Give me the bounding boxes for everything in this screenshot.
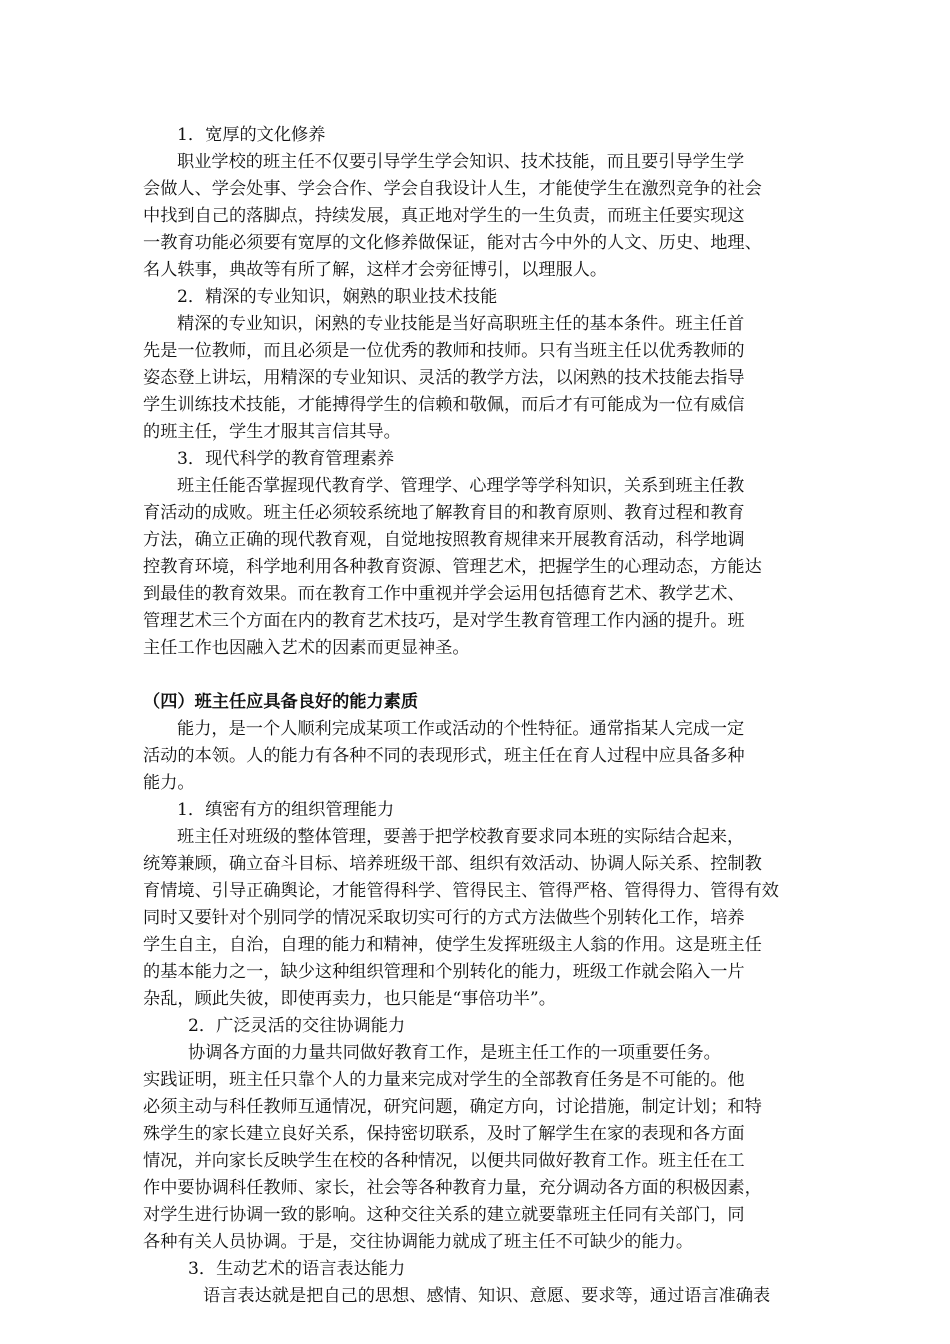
subsection-heading: 3．现代科学的教育管理素养 bbox=[177, 449, 395, 469]
paragraph-line: 殊学生的家长建立良好关系，保持密切联系，及时了解学生在家的表现和各方面 bbox=[143, 1124, 745, 1144]
subsection-heading: 1．宽厚的文化修养 bbox=[177, 125, 326, 145]
paragraph-line: 学生自主，自治，自理的能力和精神，使学生发挥班级主人翁的作用。这是班主任 bbox=[143, 935, 762, 955]
paragraph-line: 作中要协调科任教师、家长，社会等各种教育力量，充分调动各方面的积极因素， bbox=[143, 1178, 762, 1198]
paragraph-line: 方法，确立正确的现代教育观，自觉地按照教育规律来开展教育活动，科学地调 bbox=[143, 530, 745, 550]
paragraph-line: 主任工作也因融入艺术的因素而更显神圣。 bbox=[143, 638, 470, 658]
paragraph-line: 对学生进行协调一致的影响。这种交往关系的建立就要靠班主任同有关部门，同 bbox=[143, 1205, 745, 1225]
paragraph-line: 育情境、引导正确舆论，才能管得科学、管得民主、管得严格、管得得力、管得有效 bbox=[143, 881, 779, 901]
paragraph-line: 活动的本领。人的能力有各种不同的表现形式，班主任在育人过程中应具备多种 bbox=[143, 746, 745, 766]
paragraph-line: 班主任能否掌握现代教育学、管理学、心理学等学科知识，关系到班主任教 bbox=[177, 476, 745, 496]
paragraph-line: 协调各方面的力量共同做好教育工作，是班主任工作的一项重要任务。 bbox=[188, 1043, 721, 1063]
paragraph bbox=[143, 716, 808, 797]
paragraph-line: 能力，是一个人顺利完成某项工作或活动的个性特征。通常指某人完成一定 bbox=[177, 719, 745, 739]
paragraph-line: 同时又要针对个别同学的情况采取切实可行的方式方法做些个别转化工作，培养 bbox=[143, 908, 745, 928]
paragraph-line: 杂乱，顾此失彼，即使再卖力，也只能是“事倍功半”。 bbox=[143, 989, 556, 1009]
document-body bbox=[143, 122, 808, 1310]
paragraph-line: 会做人、学会处事、学会合作、学会自我设计人生，才能使学生在激烈竞争的社会 bbox=[143, 179, 762, 199]
subsection-heading: 1．缜密有方的组织管理能力 bbox=[177, 800, 395, 820]
paragraph bbox=[143, 824, 808, 1013]
paragraph-line: 统筹兼顾，确立奋斗目标、培养班级干部、组织有效活动、协调人际关系、控制教 bbox=[143, 854, 762, 874]
paragraph-line: 的基本能力之一，缺少这种组织管理和个别转化的能力，班级工作就会陷入一片 bbox=[143, 962, 745, 982]
blank-line bbox=[143, 662, 808, 689]
paragraph-line: 名人轶事，典故等有所了解，这样才会旁征博引，以理服人。 bbox=[143, 260, 608, 280]
paragraph-line: 班主任对班级的整体管理，要善于把学校教育要求同本班的实际结合起来， bbox=[177, 827, 745, 847]
paragraph-line: 姿态登上讲坛，用精深的专业知识、灵活的教学方法，以闲熟的技术技能去指导 bbox=[143, 368, 745, 388]
paragraph-line: 先是一位教师，而且必须是一位优秀的教师和技师。只有当班主任以优秀教师的 bbox=[143, 341, 745, 361]
subsection-heading: 2．广泛灵活的交往协调能力 bbox=[188, 1016, 406, 1036]
paragraph-line: 学生训练技术技能，才能搏得学生的信赖和敬佩，而后才有可能成为一位有威信 bbox=[143, 395, 745, 415]
paragraph-line: 一教育功能必须要有宽厚的文化修养做保证，能对古今中外的人文、历史、地理、 bbox=[143, 233, 762, 253]
paragraph-line: 的班主任，学生才服其言信其导。 bbox=[143, 422, 401, 442]
paragraph-line: 控教育环境，科学地利用各种教育资源、管理艺术，把握学生的心理动态，方能达 bbox=[143, 557, 762, 577]
paragraph bbox=[143, 149, 808, 284]
paragraph-line: 能力。 bbox=[143, 773, 195, 793]
paragraph bbox=[143, 473, 808, 662]
subsection-heading: 3．生动艺术的语言表达能力 bbox=[188, 1259, 406, 1279]
paragraph-line: 到最佳的教育效果。而在教育工作中重视并学会运用包括德育艺术、教学艺术、 bbox=[143, 584, 745, 604]
paragraph-line: 必须主动与科任教师互通情况，研究问题，确定方向，讨论措施，制定计划；和特 bbox=[143, 1097, 762, 1117]
paragraph bbox=[143, 1040, 808, 1256]
paragraph-line: 语言表达就是把自己的思想、感情、知识、意愿、要求等，通过语言准确表 bbox=[203, 1286, 771, 1306]
paragraph-line: 管理艺术三个方面在内的教育艺术技巧，是对学生教育管理工作内涵的提升。班 bbox=[143, 611, 745, 631]
paragraph-line: 情况，并向家长反映学生在校的各种情况，以便共同做好教育工作。班主任在工 bbox=[143, 1151, 745, 1171]
paragraph-line: 实践证明，班主任只靠个人的力量来完成对学生的全部教育任务是不可能的。他 bbox=[143, 1070, 745, 1090]
paragraph bbox=[143, 311, 808, 446]
paragraph bbox=[143, 1283, 808, 1310]
paragraph-line: 职业学校的班主任不仅要引导学生学会知识、技术技能，而且要引导学生学 bbox=[177, 152, 745, 172]
subsection-heading: 2．精深的专业知识，娴熟的职业技术技能 bbox=[177, 287, 498, 307]
paragraph-line: 各种有关人员协调。于是，交往协调能力就成了班主任不可缺少的能力。 bbox=[143, 1232, 694, 1252]
paragraph-line: 精深的专业知识，闲熟的专业技能是当好高职班主任的基本条件。班主任首 bbox=[177, 314, 745, 334]
paragraph-line: 中找到自己的落脚点，持续发展，真正地对学生的一生负责，而班主任要实现这 bbox=[143, 206, 745, 226]
section-heading: （四）班主任应具备良好的能力素质 bbox=[143, 692, 419, 712]
paragraph-line: 育活动的成败。班主任必须较系统地了解教育目的和教育原则、教育过程和教育 bbox=[143, 503, 745, 523]
